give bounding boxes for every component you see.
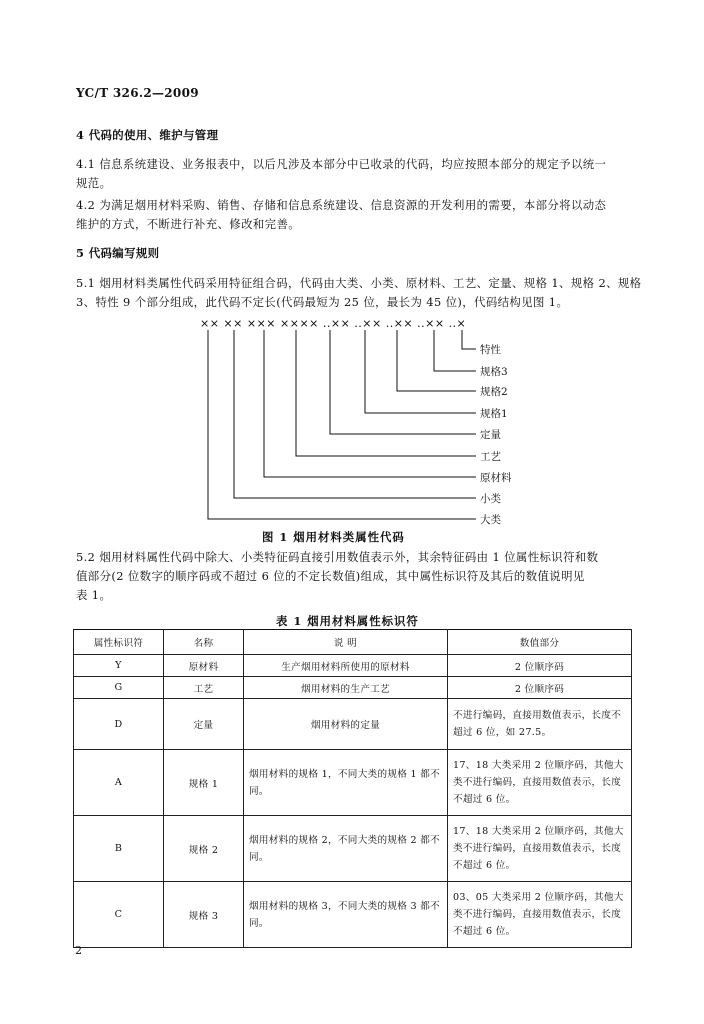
cell-identifier: C <box>74 882 164 948</box>
leader-line-spec3 <box>434 330 476 371</box>
label-spec2: 规格2 <box>480 386 508 398</box>
cell-value: 不进行编码，直接用数值表示，长度不超过 6 位，如 27.5。 <box>448 699 632 750</box>
label-raw-material: 原材料 <box>480 472 512 484</box>
cell-value: 03、05 大类采用 2 位顺序码，其他大类不进行编码，直接用数值表示，长度不超过 6 位。 <box>448 882 632 948</box>
table-row <box>74 677 632 699</box>
clause-5-1-line-1: 5.1 烟用材料类属性代码采用特征组合码，代码由大类、小类、原材料、工艺、定量、规格 1、规格 2、规格 <box>76 276 642 290</box>
cell-name: 原材料 <box>164 655 244 677</box>
header-value-part: 数值部分 <box>448 630 632 655</box>
clause-5-2-line-3: 表 1。 <box>76 588 112 602</box>
clause-4-2-line-2: 维护的方式，不断进行补充、修改和完善。 <box>76 217 301 231</box>
leader-line-category <box>208 330 476 519</box>
table-row <box>74 816 632 882</box>
table-row <box>74 882 632 948</box>
table-row <box>74 655 632 677</box>
cell-name: 规格 2 <box>164 816 244 882</box>
standard-number: YC/T 326.2—2009 <box>76 86 199 100</box>
cell-description: 烟用材料的生产工艺 <box>244 677 448 699</box>
page-number: 2 <box>75 944 82 957</box>
attribute-identifier-table <box>73 629 632 948</box>
label-subcategory: 小类 <box>480 493 501 505</box>
leader-line-subcategory <box>234 330 476 498</box>
clause-5-1-line-2: 3、特性 9 个部分组成，此代码不定长(代码最短为 25 位，最长为 45 位)，代码结构见图 1。 <box>76 295 569 309</box>
header-identifier: 属性标识符 <box>74 630 164 655</box>
figure-caption: 图 1 烟用材料类属性代码 <box>262 530 405 544</box>
header-name: 名称 <box>164 630 244 655</box>
clause-4-2-line-1: 4.2 为满足烟用材料采购、销售、存储和信息系统建设、信息资源的开发利用的需要，本部分将以动态 <box>76 198 607 212</box>
cell-identifier: A <box>74 750 164 816</box>
cell-description: 烟用材料的定量 <box>244 699 448 750</box>
table-caption: 表 1 烟用材料属性标识符 <box>276 614 419 628</box>
cell-name: 工艺 <box>164 677 244 699</box>
label-process: 工艺 <box>480 451 501 463</box>
cell-name: 定量 <box>164 699 244 750</box>
table-row <box>74 750 632 816</box>
label-spec1: 规格1 <box>480 408 508 420</box>
leader-line-process <box>296 330 476 456</box>
clause-5-2-line-1: 5.2 烟用材料属性代码中除大、小类特征码直接引用数值表示外，其余特征码由 1 位属性标识符和数 <box>76 550 599 564</box>
cell-description: 烟用材料的规格 2，不同大类的规格 2 都不同。 <box>244 816 448 882</box>
label-characteristic: 特性 <box>480 344 501 356</box>
cell-value: 2 位顺序码 <box>448 677 632 699</box>
label-category: 大类 <box>480 514 501 526</box>
leader-line-characteristic <box>462 330 476 349</box>
cell-identifier: Y <box>74 655 164 677</box>
cell-value: 2 位顺序码 <box>448 655 632 677</box>
clause-4-1-line-1: 4.1 信息系统建设、业务报表中，以后凡涉及本部分中已收录的代码，均应按照本部分的规定予以统一 <box>76 157 607 171</box>
label-quantity: 定量 <box>480 429 501 441</box>
cell-description: 生产烟用材料所使用的原材料 <box>244 655 448 677</box>
cell-name: 规格 3 <box>164 882 244 948</box>
section-5-title: 5 代码编写规则 <box>76 246 160 260</box>
leader-line-quantity <box>330 330 476 434</box>
code-pattern: ×× ×× ××× ×××× ..×× ..×× ..×× ..×× ..× <box>200 317 467 330</box>
leader-line-spec2 <box>397 330 476 391</box>
clause-5-2-line-2: 值部分(2 位数字的顺序码或不超过 6 位的不定长数值)组成，其中属性标识符及其后的数值说明见 <box>76 569 585 583</box>
cell-description: 烟用材料的规格 3，不同大类的规格 3 都不同。 <box>244 882 448 948</box>
header-description: 说 明 <box>244 630 448 655</box>
cell-value: 17、18 大类采用 2 位顺序码，其他大类不进行编码，直接用数值表示，长度不超过 6 位。 <box>448 750 632 816</box>
cell-identifier: B <box>74 816 164 882</box>
table-header-row <box>74 630 632 655</box>
table-row <box>74 699 632 750</box>
cell-name: 规格 1 <box>164 750 244 816</box>
cell-identifier: G <box>74 677 164 699</box>
cell-value: 17、18 大类采用 2 位顺序码，其他大类不进行编码，直接用数值表示，长度不超过 6 位。 <box>448 816 632 882</box>
clause-4-1-line-2: 规范。 <box>76 176 112 190</box>
cell-identifier: D <box>74 699 164 750</box>
label-spec3: 规格3 <box>480 366 508 378</box>
cell-description: 烟用材料的规格 1，不同大类的规格 1 都不同。 <box>244 750 448 816</box>
section-4-title: 4 代码的使用、维护与管理 <box>76 128 219 142</box>
